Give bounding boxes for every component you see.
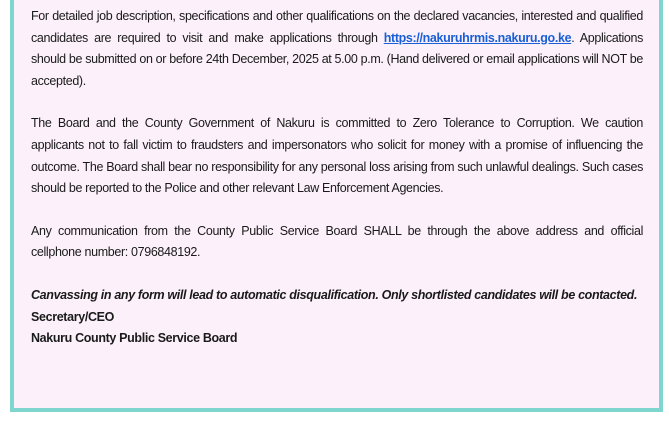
communication-paragraph: Any communication from the County Public Service Board SHALL be through the above address and official cellphone number: 0796848192. [31,223,643,260]
notice-content [31,6,643,350]
signatory-title: Secretary/CEO [31,309,114,324]
application-instructions-paragraph [31,6,643,92]
application-text-after-link: . Applications should be submitted on or before 24th December, 2025 at 5.00 p.m. (Hand delivered or email applications will NOT be accepted). [31,30,643,88]
application-text-before-link: For detailed job description, specifications and other qualifications on the declared vacancies, interested and qualified candidates are required to visit and make applications through [31,9,643,45]
notice-frame [10,0,663,412]
anti-corruption-paragraph: The Board and the County Government of Nakuru is committed to Zero Tolerance to Corruption. We caution applicants not to fall victim to fraudsters and impersonators who solicit for money with a promise of influencing the outcome. The Board shall bear no responsibility for any personal loss arising from such unlawful dealings. Such cases should be reported to the Police and other relevant Law Enforcement Agencies. [31,116,643,196]
hrmis-portal-link[interactable]: https://nakuruhrmis.nakuru.go.ke [383,30,572,45]
signatory-organization: Nakuru County Public Service Board [31,331,238,346]
disqualification-warning: Canvassing in any form will lead to automatic disqualification. Only shortlisted candidates will be contacted. [31,287,638,302]
